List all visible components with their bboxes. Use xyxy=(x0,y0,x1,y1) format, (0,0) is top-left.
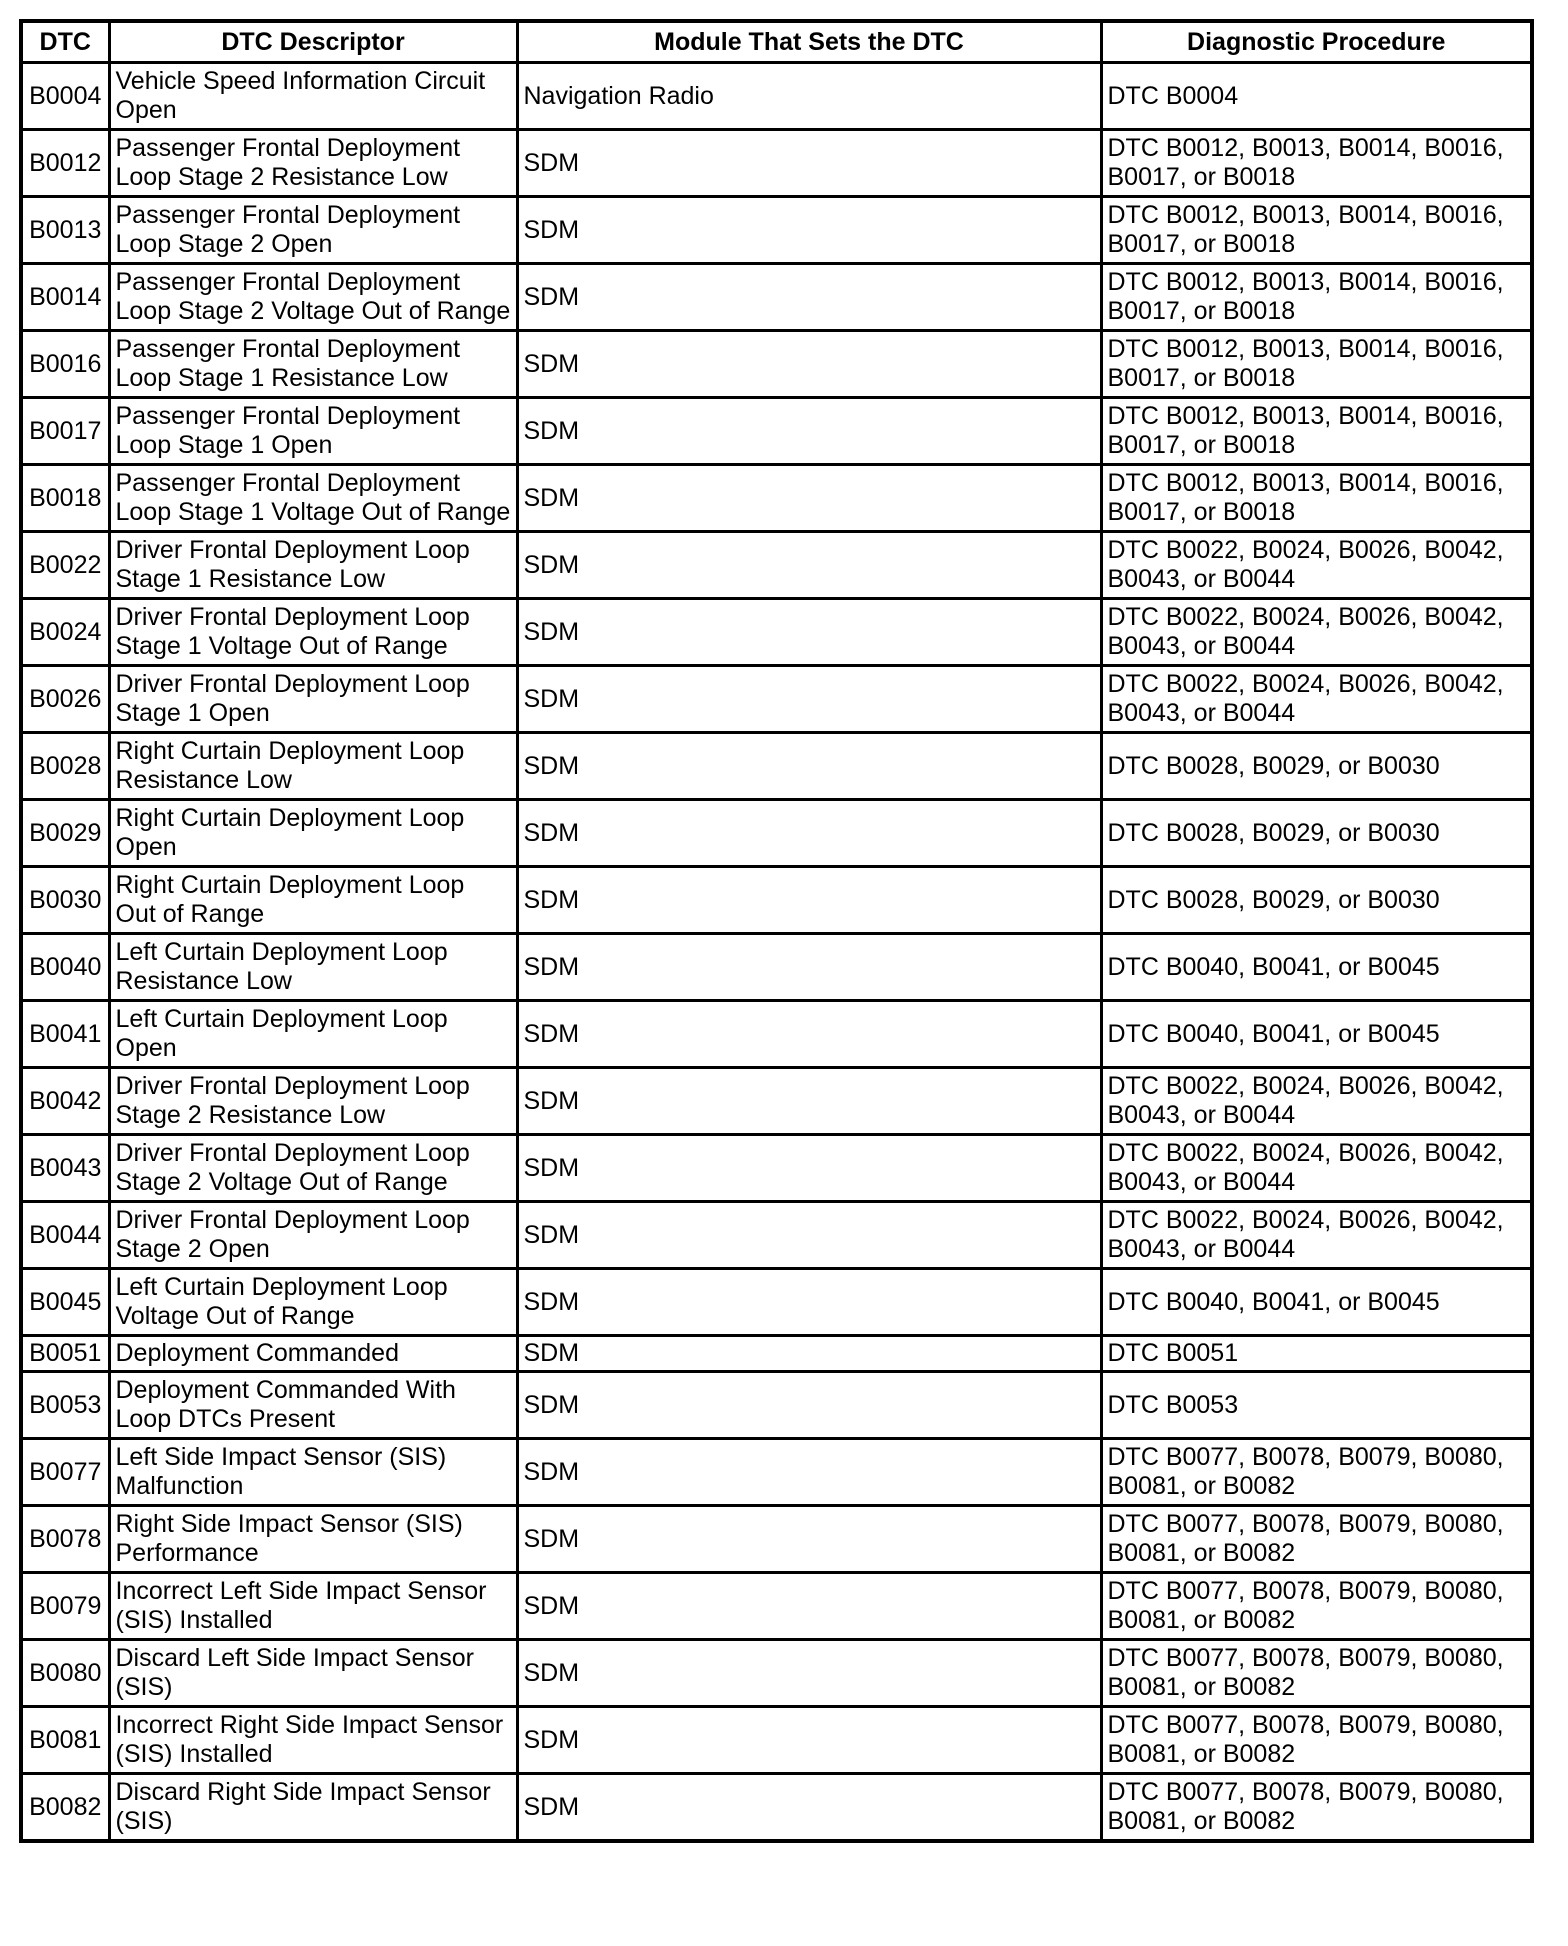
table-row xyxy=(21,1336,1532,1372)
dtc-descriptor-cell: Passenger Frontal Deployment Loop Stage 2 Open xyxy=(109,197,517,264)
dtc-descriptor-cell: Driver Frontal Deployment Loop Stage 1 Voltage Out of Range xyxy=(109,599,517,666)
dtc-code-cell: B0022 xyxy=(21,532,109,599)
dtc-descriptor-cell: Passenger Frontal Deployment Loop Stage 2 Voltage Out of Range xyxy=(109,264,517,331)
dtc-table xyxy=(19,19,1534,1843)
module-cell: SDM xyxy=(517,1269,1101,1336)
module-cell: SDM xyxy=(517,465,1101,532)
module-cell: SDM xyxy=(517,800,1101,867)
table-row xyxy=(21,1640,1532,1707)
module-cell: SDM xyxy=(517,1439,1101,1506)
dtc-code-cell: B0042 xyxy=(21,1068,109,1135)
dtc-code-cell: B0041 xyxy=(21,1001,109,1068)
table-row xyxy=(21,398,1532,465)
table-row xyxy=(21,599,1532,666)
dtc-descriptor-cell: Driver Frontal Deployment Loop Stage 1 Open xyxy=(109,666,517,733)
dtc-code-cell: B0026 xyxy=(21,666,109,733)
diagnostic-procedure-cell: DTC B0040, B0041, or B0045 xyxy=(1101,934,1532,1001)
dtc-descriptor-cell: Deployment Commanded xyxy=(109,1336,517,1372)
table-row xyxy=(21,1439,1532,1506)
dtc-code-cell: B0014 xyxy=(21,264,109,331)
header-descriptor: DTC Descriptor xyxy=(109,21,517,63)
table-row xyxy=(21,1372,1532,1439)
module-cell: SDM xyxy=(517,666,1101,733)
module-cell: SDM xyxy=(517,934,1101,1001)
dtc-code-cell: B0018 xyxy=(21,465,109,532)
dtc-code-cell: B0016 xyxy=(21,331,109,398)
table-header xyxy=(21,21,1532,63)
module-cell: SDM xyxy=(517,264,1101,331)
table-row xyxy=(21,264,1532,331)
diagnostic-procedure-cell: DTC B0012, B0013, B0014, B0016, B0017, or B0018 xyxy=(1101,331,1532,398)
table-row xyxy=(21,63,1532,130)
module-cell: SDM xyxy=(517,398,1101,465)
dtc-descriptor-cell: Driver Frontal Deployment Loop Stage 1 Resistance Low xyxy=(109,532,517,599)
module-cell: SDM xyxy=(517,599,1101,666)
diagnostic-procedure-cell: DTC B0040, B0041, or B0045 xyxy=(1101,1001,1532,1068)
dtc-descriptor-cell: Left Side Impact Sensor (SIS) Malfunction xyxy=(109,1439,517,1506)
dtc-descriptor-cell: Deployment Commanded With Loop DTCs Present xyxy=(109,1372,517,1439)
module-cell: SDM xyxy=(517,1135,1101,1202)
module-cell: SDM xyxy=(517,532,1101,599)
dtc-code-cell: B0029 xyxy=(21,800,109,867)
dtc-code-cell: B0077 xyxy=(21,1439,109,1506)
dtc-code-cell: B0081 xyxy=(21,1707,109,1774)
dtc-code-cell: B0028 xyxy=(21,733,109,800)
module-cell: SDM xyxy=(517,130,1101,197)
diagnostic-procedure-cell: DTC B0051 xyxy=(1101,1336,1532,1372)
dtc-code-cell: B0078 xyxy=(21,1506,109,1573)
diagnostic-procedure-cell: DTC B0022, B0024, B0026, B0042, B0043, or B0044 xyxy=(1101,1135,1532,1202)
table-row xyxy=(21,1269,1532,1336)
table-body xyxy=(21,63,1532,1842)
dtc-descriptor-cell: Passenger Frontal Deployment Loop Stage 2 Resistance Low xyxy=(109,130,517,197)
dtc-descriptor-cell: Right Side Impact Sensor (SIS) Performance xyxy=(109,1506,517,1573)
module-cell: SDM xyxy=(517,1640,1101,1707)
dtc-code-cell: B0024 xyxy=(21,599,109,666)
dtc-code-cell: B0040 xyxy=(21,934,109,1001)
module-cell: SDM xyxy=(517,331,1101,398)
table-row xyxy=(21,1068,1532,1135)
header-dtc: DTC xyxy=(21,21,109,63)
dtc-code-cell: B0051 xyxy=(21,1336,109,1372)
diagnostic-procedure-cell: DTC B0053 xyxy=(1101,1372,1532,1439)
module-cell: SDM xyxy=(517,733,1101,800)
table-row xyxy=(21,197,1532,264)
dtc-descriptor-cell: Driver Frontal Deployment Loop Stage 2 Open xyxy=(109,1202,517,1269)
module-cell: SDM xyxy=(517,1707,1101,1774)
table-row xyxy=(21,1573,1532,1640)
dtc-descriptor-cell: Driver Frontal Deployment Loop Stage 2 Voltage Out of Range xyxy=(109,1135,517,1202)
header-module: Module That Sets the DTC xyxy=(517,21,1101,63)
diagnostic-procedure-cell: DTC B0012, B0013, B0014, B0016, B0017, or B0018 xyxy=(1101,130,1532,197)
diagnostic-procedure-cell: DTC B0028, B0029, or B0030 xyxy=(1101,867,1532,934)
module-cell: SDM xyxy=(517,1573,1101,1640)
dtc-code-cell: B0043 xyxy=(21,1135,109,1202)
dtc-code-cell: B0045 xyxy=(21,1269,109,1336)
diagnostic-procedure-cell: DTC B0077, B0078, B0079, B0080, B0081, or B0082 xyxy=(1101,1774,1532,1842)
diagnostic-procedure-cell: DTC B0077, B0078, B0079, B0080, B0081, or B0082 xyxy=(1101,1640,1532,1707)
dtc-code-cell: B0044 xyxy=(21,1202,109,1269)
table-row xyxy=(21,934,1532,1001)
dtc-descriptor-cell: Driver Frontal Deployment Loop Stage 2 Resistance Low xyxy=(109,1068,517,1135)
module-cell: SDM xyxy=(517,867,1101,934)
dtc-code-cell: B0017 xyxy=(21,398,109,465)
dtc-code-cell: B0004 xyxy=(21,63,109,130)
diagnostic-procedure-cell: DTC B0012, B0013, B0014, B0016, B0017, or B0018 xyxy=(1101,264,1532,331)
module-cell: SDM xyxy=(517,197,1101,264)
table-row xyxy=(21,1707,1532,1774)
dtc-descriptor-cell: Left Curtain Deployment Loop Resistance Low xyxy=(109,934,517,1001)
table-row xyxy=(21,532,1532,599)
module-cell: SDM xyxy=(517,1001,1101,1068)
table-row xyxy=(21,666,1532,733)
module-cell: SDM xyxy=(517,1506,1101,1573)
dtc-descriptor-cell: Discard Left Side Impact Sensor (SIS) xyxy=(109,1640,517,1707)
dtc-descriptor-cell: Left Curtain Deployment Loop Open xyxy=(109,1001,517,1068)
diagnostic-procedure-cell: DTC B0012, B0013, B0014, B0016, B0017, or B0018 xyxy=(1101,398,1532,465)
table-row xyxy=(21,130,1532,197)
diagnostic-procedure-cell: DTC B0040, B0041, or B0045 xyxy=(1101,1269,1532,1336)
dtc-descriptor-cell: Right Curtain Deployment Loop Resistance Low xyxy=(109,733,517,800)
dtc-descriptor-cell: Right Curtain Deployment Loop Out of Range xyxy=(109,867,517,934)
table-row xyxy=(21,1135,1532,1202)
header-row xyxy=(21,21,1532,63)
dtc-descriptor-cell: Incorrect Left Side Impact Sensor (SIS) Installed xyxy=(109,1573,517,1640)
table-row xyxy=(21,1202,1532,1269)
table-row xyxy=(21,800,1532,867)
diagnostic-procedure-cell: DTC B0004 xyxy=(1101,63,1532,130)
diagnostic-procedure-cell: DTC B0022, B0024, B0026, B0042, B0043, or B0044 xyxy=(1101,1068,1532,1135)
dtc-descriptor-cell: Right Curtain Deployment Loop Open xyxy=(109,800,517,867)
dtc-descriptor-cell: Vehicle Speed Information Circuit Open xyxy=(109,63,517,130)
dtc-descriptor-cell: Discard Right Side Impact Sensor (SIS) xyxy=(109,1774,517,1842)
dtc-descriptor-cell: Passenger Frontal Deployment Loop Stage 1 Open xyxy=(109,398,517,465)
table-row xyxy=(21,331,1532,398)
dtc-code-cell: B0013 xyxy=(21,197,109,264)
diagnostic-procedure-cell: DTC B0028, B0029, or B0030 xyxy=(1101,733,1532,800)
dtc-descriptor-cell: Incorrect Right Side Impact Sensor (SIS) Installed xyxy=(109,1707,517,1774)
dtc-code-cell: B0012 xyxy=(21,130,109,197)
diagnostic-procedure-cell: DTC B0077, B0078, B0079, B0080, B0081, or B0082 xyxy=(1101,1573,1532,1640)
module-cell: Navigation Radio xyxy=(517,63,1101,130)
diagnostic-procedure-cell: DTC B0022, B0024, B0026, B0042, B0043, or B0044 xyxy=(1101,666,1532,733)
table-row xyxy=(21,465,1532,532)
table-row xyxy=(21,733,1532,800)
dtc-descriptor-cell: Left Curtain Deployment Loop Voltage Out of Range xyxy=(109,1269,517,1336)
dtc-code-cell: B0030 xyxy=(21,867,109,934)
diagnostic-procedure-cell: DTC B0022, B0024, B0026, B0042, B0043, or B0044 xyxy=(1101,599,1532,666)
dtc-code-cell: B0053 xyxy=(21,1372,109,1439)
dtc-descriptor-cell: Passenger Frontal Deployment Loop Stage 1 Resistance Low xyxy=(109,331,517,398)
diagnostic-procedure-cell: DTC B0077, B0078, B0079, B0080, B0081, or B0082 xyxy=(1101,1439,1532,1506)
diagnostic-procedure-cell: DTC B0077, B0078, B0079, B0080, B0081, or B0082 xyxy=(1101,1707,1532,1774)
dtc-code-cell: B0080 xyxy=(21,1640,109,1707)
dtc-code-cell: B0079 xyxy=(21,1573,109,1640)
table-row xyxy=(21,1774,1532,1842)
diagnostic-procedure-cell: DTC B0012, B0013, B0014, B0016, B0017, or B0018 xyxy=(1101,197,1532,264)
diagnostic-procedure-cell: DTC B0022, B0024, B0026, B0042, B0043, or B0044 xyxy=(1101,532,1532,599)
module-cell: SDM xyxy=(517,1068,1101,1135)
module-cell: SDM xyxy=(517,1202,1101,1269)
table-row xyxy=(21,1001,1532,1068)
module-cell: SDM xyxy=(517,1336,1101,1372)
header-procedure: Diagnostic Procedure xyxy=(1101,21,1532,63)
diagnostic-procedure-cell: DTC B0022, B0024, B0026, B0042, B0043, or B0044 xyxy=(1101,1202,1532,1269)
module-cell: SDM xyxy=(517,1774,1101,1842)
dtc-code-cell: B0082 xyxy=(21,1774,109,1842)
module-cell: SDM xyxy=(517,1372,1101,1439)
diagnostic-procedure-cell: DTC B0077, B0078, B0079, B0080, B0081, or B0082 xyxy=(1101,1506,1532,1573)
table-row xyxy=(21,1506,1532,1573)
diagnostic-procedure-cell: DTC B0012, B0013, B0014, B0016, B0017, or B0018 xyxy=(1101,465,1532,532)
dtc-descriptor-cell: Passenger Frontal Deployment Loop Stage 1 Voltage Out of Range xyxy=(109,465,517,532)
table-row xyxy=(21,867,1532,934)
diagnostic-procedure-cell: DTC B0028, B0029, or B0030 xyxy=(1101,800,1532,867)
